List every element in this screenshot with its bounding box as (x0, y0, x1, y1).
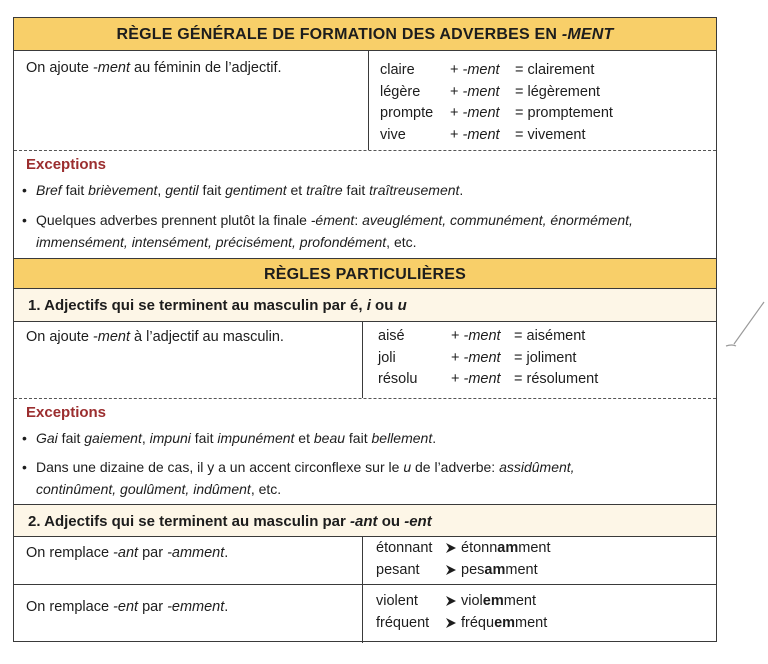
general-examples (380, 60, 710, 146)
example-row: fréquent fréquemment (376, 614, 548, 631)
rule-ent-text: On remplace -ent par -emment. (26, 599, 229, 615)
arrow-right-icon (445, 617, 457, 629)
ant-examples (376, 538, 706, 581)
section-particular-header (14, 258, 716, 289)
column-divider (362, 537, 363, 643)
exceptions-title: Exceptions (26, 156, 107, 173)
arrow-right-icon (445, 542, 457, 554)
example-row: aisé + -ment = aisément (378, 328, 586, 344)
section-general-header (14, 18, 716, 51)
exception-bullet: • Gai fait gaiement, impuni fait impunément et beau fait bellement. (22, 430, 437, 446)
section-particular-title: RÈGLES PARTICULIÈRES (264, 266, 466, 283)
example-row: étonnant étonnamment (376, 540, 551, 556)
example-row: pesant pesamment (376, 561, 538, 578)
column-divider (368, 51, 369, 150)
dashed-divider (14, 150, 716, 151)
column-divider (362, 322, 363, 398)
section-general-title: RÈGLE GÉNÉRALE DE FORMATION DES ADVERBES EN (116, 26, 562, 43)
subheader-e-i-u: 1. Adjectifs qui se terminent au masculin par é, i ou u (14, 289, 716, 322)
arrow-right-icon (445, 564, 457, 576)
adverb-rules-sheet (13, 17, 717, 642)
arrow-right-icon (445, 595, 457, 607)
general-rule-text: On ajoute -ment au féminin de l’adjectif. (26, 60, 282, 76)
pencil-mark (722, 300, 766, 360)
particular-examples (378, 326, 708, 391)
dashed-divider (14, 398, 716, 399)
exception-bullet: • Quelques adverbes prennent plutôt la finale -ément: aveuglément, communément, énormément, immensément, intensément, précisément, profondément, etc. (22, 212, 633, 250)
exception-bullet: • Bref fait brièvement, gentil fait gentiment et traître fait traîtreusement. (22, 182, 464, 198)
example-row: résolu + -ment = résolument (378, 371, 599, 388)
ent-examples (376, 591, 706, 634)
example-row: prompte + -ment = promptement (380, 105, 613, 122)
rule-ant-text: On remplace -ant par -amment. (26, 545, 229, 561)
exceptions-title: Exceptions (26, 404, 107, 421)
subheader-ant-ent: 2. Adjectifs qui se terminent au masculin par -ant ou -ent (14, 504, 716, 537)
example-row: vive + -ment = vivement (380, 126, 586, 143)
example-row: légère + -ment = légèrement (380, 83, 601, 100)
example-row: joli + -ment = joliment (378, 349, 577, 366)
particular-rule-text: On ajoute -ment à l’adjectif au masculin. (26, 329, 284, 345)
example-row: claire + -ment = clairement (380, 62, 595, 78)
row-divider (14, 584, 716, 585)
example-row: violent violemment (376, 593, 536, 609)
section-general-title-suffix: -MENT (561, 26, 614, 43)
exception-bullet: • Dans une dizaine de cas, il y a un accent circonflexe sur le u de l’adverbe: assidûment, continûment, goulûment, indûment, etc. (22, 459, 575, 497)
